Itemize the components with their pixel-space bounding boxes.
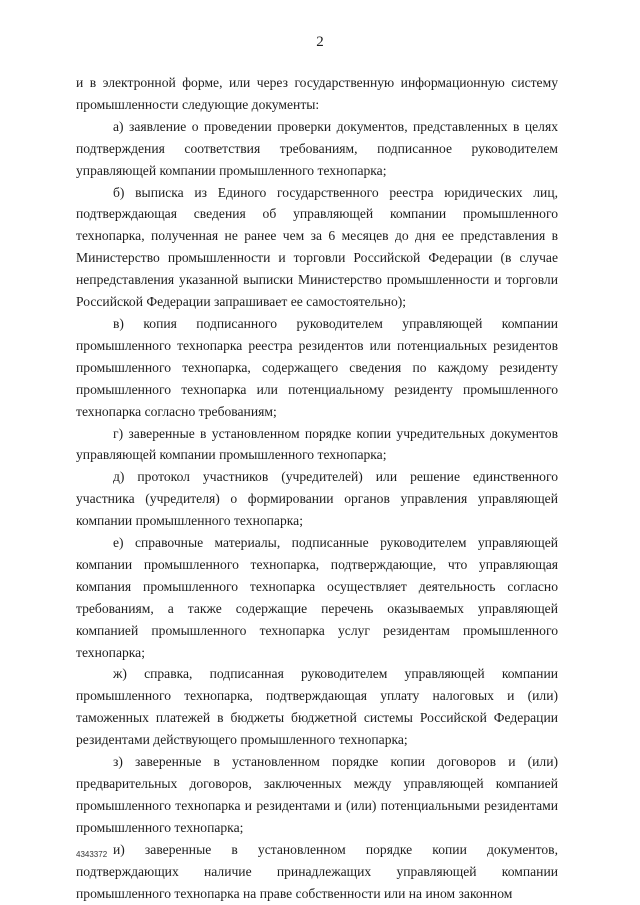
paragraph-z: з) заверенные в установленном порядке копии договоров и (или) предварительных договоров, заключенных между управляющей компанией промышленного технопарка и резидентами и (или) потенциальными резидентами промышленного технопарка;	[76, 754, 558, 835]
paragraph-b: б) выписка из Единого государственного реестра юридических лиц, подтверждающая сведения об управляющей компании промышленного технопарка, полученная не ранее чем за 6 месяцев до дня ее представления в Министерство промышленности и торговли Российской Федерации (в случае непредставления указанной выписки Министерство промышленности и торговли Российской Федерации запрашивает ее самостоятельно);	[76, 184, 558, 310]
paragraph-intro: и в электронной форме, или через государственную информационную систему промышленности следующие документы:	[76, 75, 558, 112]
paragraph-g: г) заверенные в установленном порядке копии учредительных документов управляющей компании промышленного технопарка;	[76, 425, 558, 463]
paragraph-v: в) копия подписанного руководителем управляющей компании промышленного технопарка реестра резидентов или потенциальных резидентов промышленного технопарка, содержащего сведения по каждому резиденту промышленного технопарка или потенциальному резиденту промышленного технопарка согласно требованиям;	[76, 315, 558, 419]
document-body	[76, 72, 558, 904]
paragraph-d: д) протокол участников (учредителей) или решение единственного участника (учредителя) о формировании органов управления управляющей компании промышленного технопарка;	[76, 469, 558, 529]
paragraph-a: а) заявление о проведении проверки документов, представленных в целях подтверждения соответствия требованиям, подписанное руководителем управляющей компании промышленного технопарка;	[76, 118, 558, 178]
paragraph-i: и) заверенные в установленном порядке копии документов, подтверждающих наличие принадлежащих управляющей компании промышленного технопарка на праве собственности или на ином законном	[76, 841, 558, 901]
page-number: 2	[316, 34, 324, 50]
paragraph-zh: ж) справка, подписанная руководителем управляющей компании промышленного технопарка, подтверждающая уплату налоговых и (или) таможенных платежей в бюджеты бюджетной системы Российской Федерации резидентами действующего промышленного технопарка;	[76, 666, 558, 748]
paragraph-e: е) справочные материалы, подписанные руководителем управляющей компании промышленного технопарка, подтверждающие, что управляющая компания промышленного технопарка осуществляет деятельность согласно требованиям, а также содержащие перечень оказываемых управляющей компанией промышленного технопарка услуг резидентам промышленного технопарка;	[76, 535, 558, 660]
document-id: 4343372	[76, 850, 108, 859]
